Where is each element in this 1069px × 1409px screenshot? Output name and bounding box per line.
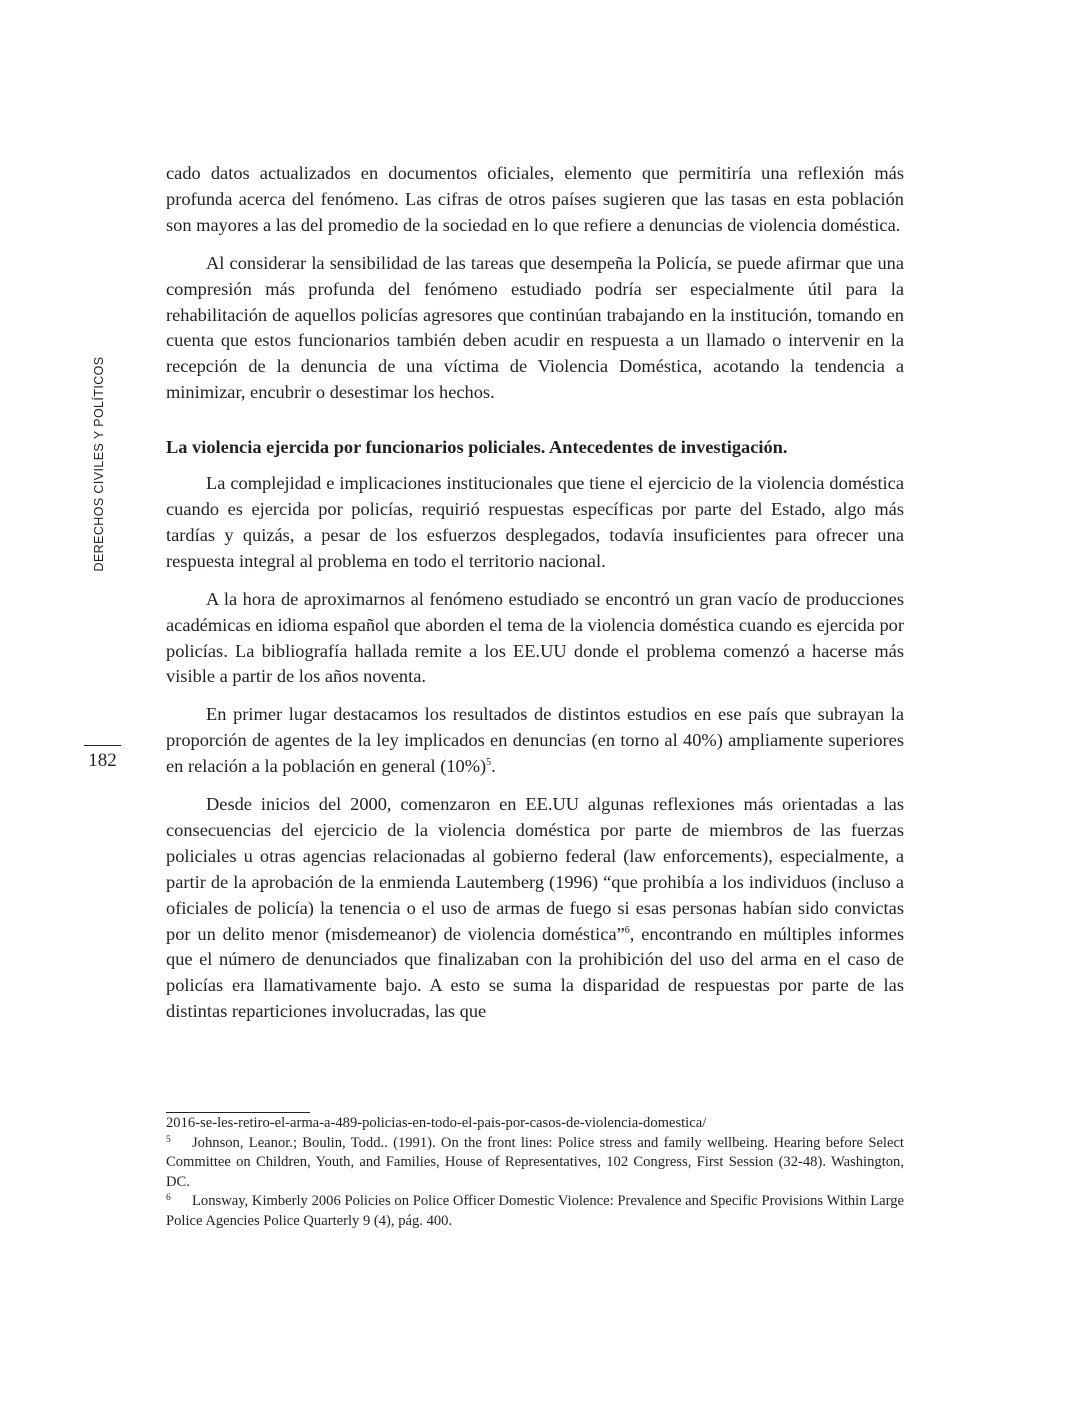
footnote-6-text: Lonsway, Kimberly 2006 Policies on Police Officer Domestic Violence: Prevalence and Specific Provisions Within Large Police Agencies Police Quarterly 9 (4), pág. 400.: [166, 1193, 904, 1229]
paragraph-4: A la hora de aproximarnos al fenómeno estudiado se encontró un gran vacío de producciones académicas en idioma español que aborden el tema de la violencia doméstica cuando es ejercida por policías. La bibliografía hallada remite a los EE.UU donde el problema comenzó a hacerse más visible a partir de los años noventa.: [166, 588, 904, 687]
paragraph-6-rest: , encontrando en múltiples informes que el número de denunciados que finalizaban con la prohibición del uso del arma en el caso de policías era llamativamente bajo. A esto se suma la disparidad de respuestas por parte de las distintas reparticiones involucradas, las que: [166, 923, 904, 1022]
paragraph-5: [166, 702, 904, 780]
paragraph-6: [166, 792, 904, 1025]
footnote-ref-6[interactable]: 6: [624, 924, 630, 936]
page-number-rule: [84, 745, 121, 746]
footnote-separator: [166, 1112, 310, 1113]
footnote-6: 6 Lonsway, Kimberly 2006 Policies on Police Officer Domestic Violence: Prevalence and Specific Provisions Within Large Police Agencies Police Quarterly 9 (4), pág. 400.: [166, 1193, 904, 1229]
body-text: [166, 161, 904, 1037]
paragraph-5-text: En primer lugar destacamos los resultados de distintos estudios en ese país que subrayan la proporción de agentes de la ley implicados en denuncias (en torno al 40%) ampliamente superiores en relación a la población en general (10%): [166, 704, 904, 777]
side-running-head: DERECHOS CIVILES Y POLÍTICOS: [92, 356, 106, 572]
paragraph-6-text: Desde inicios del 2000, comenzaron en EE.UU algunas reflexiones más orientadas a las consecuencias del ejercicio de la violencia doméstica por parte de miembros de las fuerzas policiales u otras agencias relacionadas al gobierno federal (law enforcements), especialmente, a partir de la aprobación de la enmienda Lautemberg (1996) “que prohibía a los individuos (incluso a oficiales de policía) la tenencia o el uso de armas de fuego si esas personas habían sido convictas por un delito menor (misdemeanor) de violencia doméstica”: [166, 794, 904, 944]
footnotes: [166, 1114, 904, 1232]
footnote-5: 5 Johnson, Leanor.; Boulin, Todd.. (1991). On the front lines: Police stress and family wellbeing. Hearing before Select Committee on Children, Youth, and Families, House of Representatives, 102 Congress, First Session (32-48). Washington, DC.: [166, 1134, 904, 1190]
paragraph-2: Al considerar la sensibilidad de las tareas que desempeña la Policía, se puede afirmar que una compresión más profunda del fenómeno estudiado podría ser especialmente útil para la rehabilitación de aquellos policías agresores que continúan trabajando en la institución, tomando en cuenta que estos funcionarios también deben acudir en respuesta a un llamado o intervenir en la recepción de la denuncia de una víctima de Violencia Doméstica, acotando la tendencia a minimizar, encubrir o desestimar los hechos.: [166, 252, 904, 403]
footnote-5-text: Johnson, Leanor.; Boulin, Todd.. (1991). On the front lines: Police stress and family wellbeing. Hearing before Select Committee on Children, Youth, and Families, House of Representatives, 102 Congress, First Session (32-48). Washington, DC.: [166, 1134, 904, 1190]
paragraph-1: cado datos actualizados en documentos oficiales, elemento que permitiría una reflexión más profunda acerca del fenómeno. Las cifras de otros países sugieren que las tasas en esta población son mayores a las del promedio de la sociedad en lo que refiere a denuncias de violencia doméstica.: [166, 163, 904, 235]
footnote-continuation: 2016-se-les-retiro-el-arma-a-489-policias-en-todo-el-pais-por-casos-de-violencia-domestica/: [166, 1115, 707, 1131]
paragraph-3: La complejidad e implicaciones institucionales que tiene el ejercicio de la violencia doméstica cuando es ejercida por policías, requirió respuestas específicas por parte del Estado, algo más tardías y quizás, a pesar de los esfuerzos desplegados, todavía insuficientes para ofrecer una respuesta integral al problema en todo el territorio nacional.: [166, 473, 904, 571]
footnote-ref-5[interactable]: 5: [486, 757, 492, 769]
section-heading: La violencia ejercida por funcionarios policiales. Antecedentes de investigación.: [166, 437, 788, 458]
paragraph-5-end: .: [491, 756, 496, 777]
page-number: 182: [88, 750, 117, 771]
